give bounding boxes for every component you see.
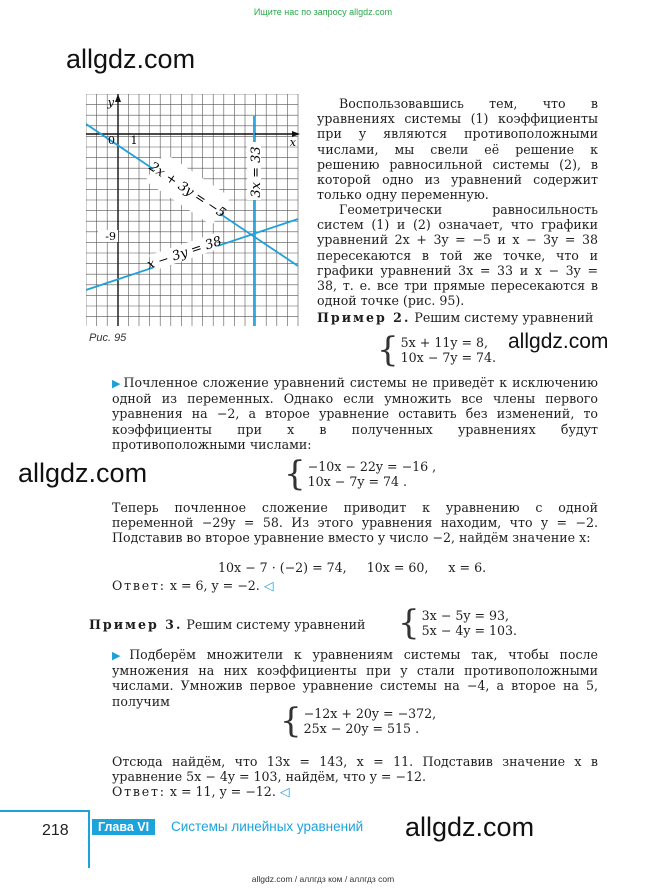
- end-marker-icon: ◁: [263, 578, 274, 593]
- system-line: −12x + 20y = −372,: [303, 706, 437, 721]
- chapter-tab: Глава VI: [92, 819, 155, 835]
- start-marker-icon: ▶: [112, 377, 122, 390]
- example-2-heading: [317, 310, 598, 325]
- system-line: 5x + 11y = 8,: [400, 335, 489, 350]
- system-line: 10x − 7y = 74 .: [307, 474, 408, 489]
- x-axis-label: x: [289, 136, 296, 149]
- page-number: 218: [42, 822, 69, 839]
- tick-label-minus9: -9: [105, 230, 116, 243]
- site-watermark: allgdz.com: [66, 44, 196, 74]
- site-watermark: allgdz.com: [18, 458, 148, 488]
- site-watermark: allgdz.com: [405, 812, 535, 842]
- footer-rule: [0, 810, 88, 812]
- paragraph-3: ▶ Почленное сложение уравнений системы не приведёт к исключению одной из переменных. Однако если умножить все члены первого уравнения на −2, а второе уравнение оставить без изменений, то коэффициенты при x в полученных уравнениях будут противоположными числами:: [112, 375, 598, 452]
- y-axis-arrow: [115, 94, 121, 102]
- example-3-heading: Пример 3. Решим систему уравнений: [89, 617, 366, 632]
- system-line: 10x − 7y = 74.: [400, 350, 497, 365]
- system-line: −10x − 22y = −16 ,: [307, 459, 437, 474]
- paragraph-1: Воспользовавшись тем, что в уравнениях системы (1) коэффициенты при y являются противоположными числами, мы свели её решение к решению равносильной системы (2), в которой одно из уравнений содержит только одну переменную.: [317, 96, 598, 203]
- example-2-text: Решим систему уравнений: [414, 310, 594, 325]
- unit-label: 1: [130, 134, 138, 147]
- example-2-label: Пример 2.: [317, 310, 411, 325]
- system-line: 25x − 20y = 515 .: [303, 721, 420, 736]
- figure-caption: Рис. 95: [89, 332, 127, 344]
- line-label-1: 2x + 3y = −5: [146, 159, 229, 222]
- paragraph-6: Отсюда найдём, что 13x = 143, x = 11. Подставив значение x в уравнение 5x − 4y = 103, найдём, что y = −12.: [112, 754, 598, 785]
- brace: {: [284, 454, 306, 494]
- y-axis-label: y: [107, 96, 114, 109]
- paragraph-4: Теперь почленное сложение приводит к уравнению с одной переменной −29y = 58. Из этого уравнения находим, что y = −2. Подставив во второе уравнение вместо y число −2, найдём значение x:: [112, 500, 598, 546]
- system-line: 5x − 4y = 103.: [421, 623, 518, 638]
- line-label-2: 3x = 33: [249, 146, 264, 198]
- brace: {: [280, 701, 302, 741]
- top-watermark: Ищите нас по запросу allgdz.com: [253, 7, 393, 17]
- paragraph-5: ▶ Подберём множители к уравнениям системы так, чтобы после умножения на них коэффициенты при y стали противоположными числами. Умножив первое уравнение системы на −4, а второе на 5, получим: [112, 647, 598, 709]
- system-line: 3x − 5y = 93,: [421, 608, 510, 623]
- bottom-watermark: allgdz.com / аллгдз ком / аллгдз com: [251, 874, 395, 884]
- start-marker-icon: ▶: [112, 649, 128, 662]
- line-label-3: x − 3y = 38: [145, 233, 224, 273]
- example-3-system: [398, 603, 518, 643]
- chapter-title: Системы линейных уравнений: [171, 819, 364, 834]
- footer-rule-vertical: [88, 810, 90, 868]
- origin-label: 0: [108, 134, 115, 147]
- end-marker-icon: ◁: [279, 784, 290, 799]
- system-3: [284, 454, 437, 494]
- graph-figure: [86, 94, 304, 326]
- calculation: 10x − 7 · (−2) = 74, 10x = 60, x = 6.: [218, 560, 487, 575]
- system-5: [280, 701, 437, 741]
- example-2-system: [377, 330, 497, 370]
- answer-2: Ответ: x = 6, y = −2. ◁: [112, 578, 274, 593]
- brace: {: [377, 330, 399, 370]
- site-watermark: allgdz.com: [508, 330, 609, 353]
- answer-3: Ответ: x = 11, y = −12. ◁: [112, 784, 290, 799]
- brace: {: [398, 603, 420, 643]
- paragraph-2: Геометрически равносильность систем (1) и (2) означает, что графики уравнений 2x + 3y = −5 и x − 3y = 38 пересекаются в той же точке, что и графики уравнений 3x = 33 и x − 3y = 38, т. е. все три прямые пересекаются в одной точке (рис. 95).: [317, 202, 598, 309]
